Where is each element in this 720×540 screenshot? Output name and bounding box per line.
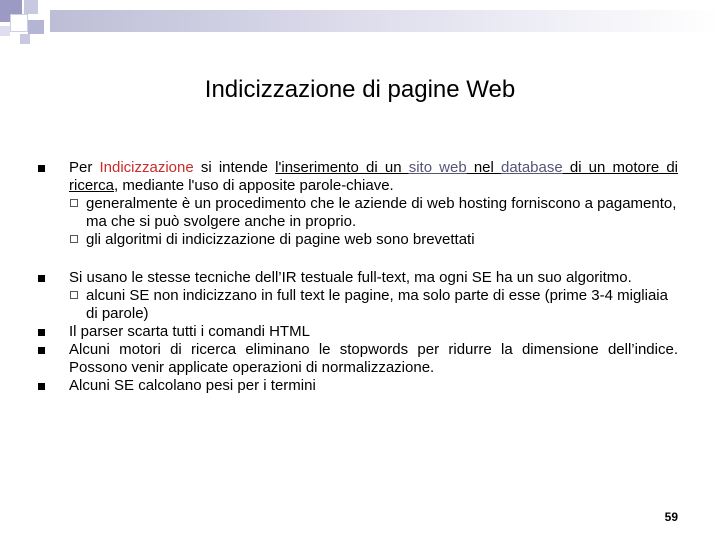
hollow-square-bullet-icon xyxy=(70,291,78,299)
bullet-item xyxy=(38,159,678,195)
sub-item xyxy=(38,195,678,231)
bullet-item xyxy=(38,341,678,377)
bullet-item xyxy=(38,377,678,395)
square-bullet-icon xyxy=(38,383,45,390)
highlighted-term: Indicizzazione xyxy=(99,159,194,176)
bullet-item xyxy=(38,269,678,287)
motore-di-ricerca-link[interactable]: di un motore di ricerca xyxy=(69,159,678,194)
header-gradient-bar xyxy=(50,10,720,32)
sito-web-link[interactable]: sito web xyxy=(408,159,467,176)
slide-title: Indicizzazione di pagine Web xyxy=(204,76,516,103)
square-bullet-icon xyxy=(38,347,45,354)
slide-content xyxy=(38,159,678,395)
square-bullet-icon xyxy=(38,329,45,336)
deco-square xyxy=(20,34,30,44)
definition-link[interactable]: nel xyxy=(466,159,501,176)
deco-square xyxy=(24,0,38,14)
text: si intende xyxy=(193,159,276,176)
page-number: 59 xyxy=(664,510,678,524)
text: , mediante l'uso di apposite parole-chiave. xyxy=(114,177,394,194)
sub-text: alcuni SE non indicizzano in full text le pagine, ma solo parte di esse (prime 3-4 migliaia di parole) xyxy=(86,287,668,322)
database-link[interactable]: database xyxy=(500,159,563,176)
square-bullet-icon xyxy=(38,165,45,172)
text: Alcuni SE calcolano pesi per i termini xyxy=(69,377,316,394)
hollow-square-bullet-icon xyxy=(70,235,78,243)
text: Per xyxy=(69,159,100,176)
deco-square xyxy=(0,26,10,36)
sub-text: gli algoritmi di indicizzazione di pagine web sono brevettati xyxy=(86,231,475,248)
deco-square xyxy=(10,14,28,32)
bullet-item xyxy=(38,323,678,341)
definition-link[interactable]: l'inserimento di un xyxy=(275,159,409,176)
hollow-square-bullet-icon xyxy=(70,199,78,207)
deco-square xyxy=(28,20,44,34)
text: Alcuni motori di ricerca eliminano le stopwords per ridurre la dimensione dell’indice. Possono venir applicate operazioni di normalizzazione. xyxy=(69,341,678,376)
sub-text: generalmente è un procedimento che le aziende di web hosting forniscono a pagamento, ma che si può svolgere anche in proprio. xyxy=(86,195,677,230)
text: Si usano le stesse tecniche dell’IR testuale full-text, ma ogni SE ha un suo algoritmo. xyxy=(69,269,632,286)
sub-item xyxy=(38,287,678,323)
text: Il parser scarta tutti i comandi HTML xyxy=(69,323,310,340)
square-bullet-icon xyxy=(38,275,45,282)
header-decoration xyxy=(0,0,720,50)
sub-item xyxy=(38,231,678,249)
